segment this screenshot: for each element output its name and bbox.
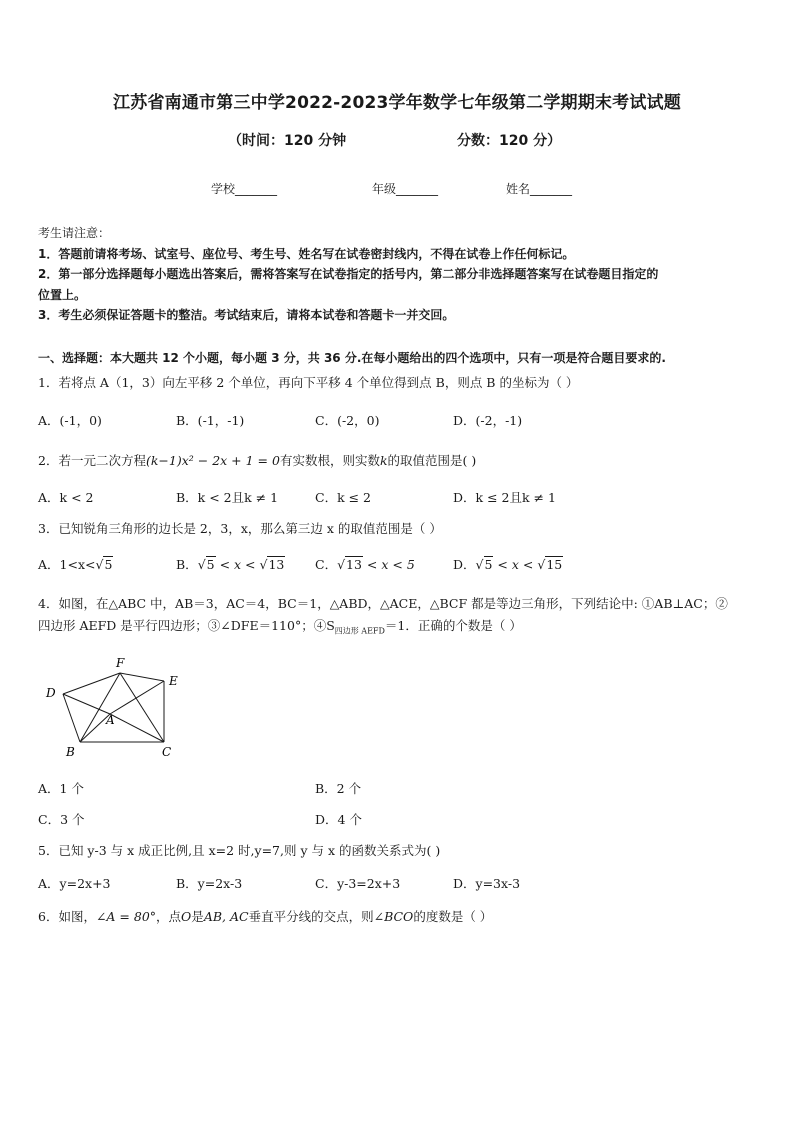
q2-k: k — [379, 453, 388, 468]
q1-option-b[interactable]: B．(-1，-1) — [176, 413, 245, 428]
q3-a-text: A．1<x< — [38, 557, 96, 572]
q2-option-a[interactable]: A．k < 2 — [38, 490, 94, 505]
q3-option-a[interactable]: A．1<x<√5 — [38, 557, 113, 572]
q5-option-d[interactable]: D．y=3x-3 — [453, 876, 521, 891]
q4-option-d[interactable]: D．4 个 — [315, 812, 362, 827]
time-limit: （时间：120 分钟 — [228, 133, 347, 149]
label-a: A — [106, 713, 115, 727]
q3-b-label: B． — [176, 557, 198, 572]
question-4-stem — [38, 593, 768, 643]
question-2-stem — [38, 450, 768, 472]
q3-option-d[interactable]: D．√5 < x < √15 — [453, 557, 563, 572]
q3-b-radicand-2: 13 — [268, 557, 285, 572]
q6-stem-a: 6．如图， — [38, 909, 96, 924]
q3-option-b[interactable]: B．√5 < x < √13 — [176, 557, 285, 572]
q2-stem-c: 的取值范围是( ) — [387, 453, 477, 468]
edge-fb — [80, 673, 120, 742]
label-b: B — [66, 745, 75, 759]
label-d: D — [46, 686, 56, 700]
q6-stem-d: 垂直平分线的交点，则 — [248, 909, 374, 924]
q6-angle: ∠A = 80° — [95, 909, 157, 924]
question-5-stem: 5．已知 y-3 与 x 成正比例,且 x=2 时,y=7,则 y 与 x 的函数关系式为( ) — [38, 843, 441, 858]
q1-option-a[interactable]: A．(-1，0) — [38, 413, 102, 428]
name-field[interactable]: 姓名_______ — [506, 182, 573, 196]
q6-stem-c: 是 — [191, 909, 204, 924]
q3-a-radicand: 5 — [104, 557, 113, 572]
q2-option-d[interactable]: D．k ≤ 2且k ≠ 1 — [453, 490, 556, 505]
q2-option-b[interactable]: B．k < 2且k ≠ 1 — [176, 490, 279, 505]
page-title: 江苏省南通市第三中学2022-2023学年数学七年级第二学期期末考试试题 — [113, 93, 681, 113]
edge-bd — [63, 694, 80, 742]
note-item: 位置上。 — [38, 287, 87, 302]
q3-d-radicand-1: 5 — [484, 557, 493, 572]
q2-stem-a: 2．若一元二次方程 — [38, 453, 146, 468]
q4-subscript: 四边形 AEFD — [334, 626, 385, 636]
question-6-stem — [38, 906, 768, 928]
question-1-stem: 1．若将点 A（1，3）向左平移 2 个单位，再向下平移 4 个单位得到点 B，则点 B 的坐标为（ ） — [38, 375, 579, 390]
q3-d-label: D． — [453, 557, 476, 572]
q6-stem-b: ，点 — [156, 909, 182, 924]
edge-ac — [110, 714, 164, 742]
note-item: 3．考生必须保证答题卡的整洁。考试结束后，请将本试卷和答题卡一并交回。 — [38, 308, 455, 322]
edge-fc — [120, 673, 164, 742]
label-e: E — [169, 674, 178, 688]
q5-option-c[interactable]: C．y-3=2x+3 — [315, 876, 401, 891]
q4-option-a[interactable]: A．1 个 — [38, 781, 84, 796]
edge-ae — [110, 681, 164, 714]
q4-line-2b: ＝1．正确的个数是（ ） — [384, 618, 522, 633]
q2-equation: (k−1)x² − 2x + 1 = 0 — [145, 453, 280, 468]
q3-option-c[interactable]: C．√13 < x < 5 — [315, 557, 415, 572]
q1-option-c[interactable]: C．(-2，0) — [315, 413, 380, 428]
q6-segments: AB, AC — [203, 909, 249, 924]
q3-c-label: C． — [315, 557, 338, 572]
school-field[interactable]: 学校_______ — [211, 182, 278, 196]
q4-line-2a: 四边形 AEFD 是平行四边形；③∠DFE＝110°；④S — [38, 618, 335, 633]
section-heading: 一、选择题：本大题共 12 个小题，每小题 3 分，共 36 分.在每小题给出的四个选项中，只有一项是符合题目要求的. — [38, 351, 666, 365]
edge-df — [63, 673, 120, 694]
q3-c-mid: < x < 5 — [362, 557, 415, 572]
q2-option-c[interactable]: C．k ≤ 2 — [315, 490, 372, 505]
q2-stem-b: 有实数根，则实数 — [279, 453, 380, 468]
q5-option-b[interactable]: B．y=2x-3 — [176, 876, 243, 891]
q4-line-1: 4．如图，在△ABC 中，AB＝3，AC＝4，BC＝1，△ABD，△ACE，△BCF 都是等边三角形，下列结论中: ①AB⊥AC；② — [38, 596, 728, 611]
q4-option-c[interactable]: C．3 个 — [38, 812, 85, 827]
label-f: F — [116, 656, 125, 670]
q4-figure — [36, 652, 196, 764]
q1-option-d[interactable]: D．(-2，-1) — [453, 413, 523, 428]
q6-angle-bco: ∠BCO — [373, 909, 414, 924]
q3-c-radicand: 13 — [346, 557, 362, 572]
edge-fe — [120, 673, 164, 681]
q3-b-radicand-1: 5 — [206, 557, 215, 572]
note-item: 1．答题前请将考场、试室号、座位号、考生号、姓名写在试卷密封线内，不得在试卷上作任何标记。 — [38, 246, 575, 261]
grade-field[interactable]: 年级_______ — [372, 182, 439, 196]
edge-da — [63, 694, 110, 714]
note-item: 2．第一部分选择题每小题选出答案后，需将答案写在试卷指定的括号内，第二部分非选择题答案写在试卷题目指定的 — [38, 267, 659, 281]
exam-notes — [38, 223, 763, 326]
notes-heading: 考生请注意： — [38, 226, 111, 240]
q4-option-b[interactable]: B．2 个 — [315, 781, 362, 796]
question-3-stem: 3．已知锐角三角形的边长是 2，3，x，那么第三边 x 的取值范围是（ ） — [38, 521, 442, 536]
q3-d-radicand-2: 15 — [546, 557, 563, 572]
q6-point-o: O — [181, 909, 192, 924]
total-score: 分数：120 分） — [457, 133, 562, 149]
q3-d-mid: < x < — [493, 557, 538, 572]
q6-stem-e: 的度数是（ ） — [413, 909, 493, 924]
q5-option-a[interactable]: A．y=2x+3 — [38, 876, 111, 891]
label-c: C — [162, 745, 172, 759]
q3-b-mid: < x < — [215, 557, 260, 572]
q4-line-2 — [38, 615, 768, 643]
